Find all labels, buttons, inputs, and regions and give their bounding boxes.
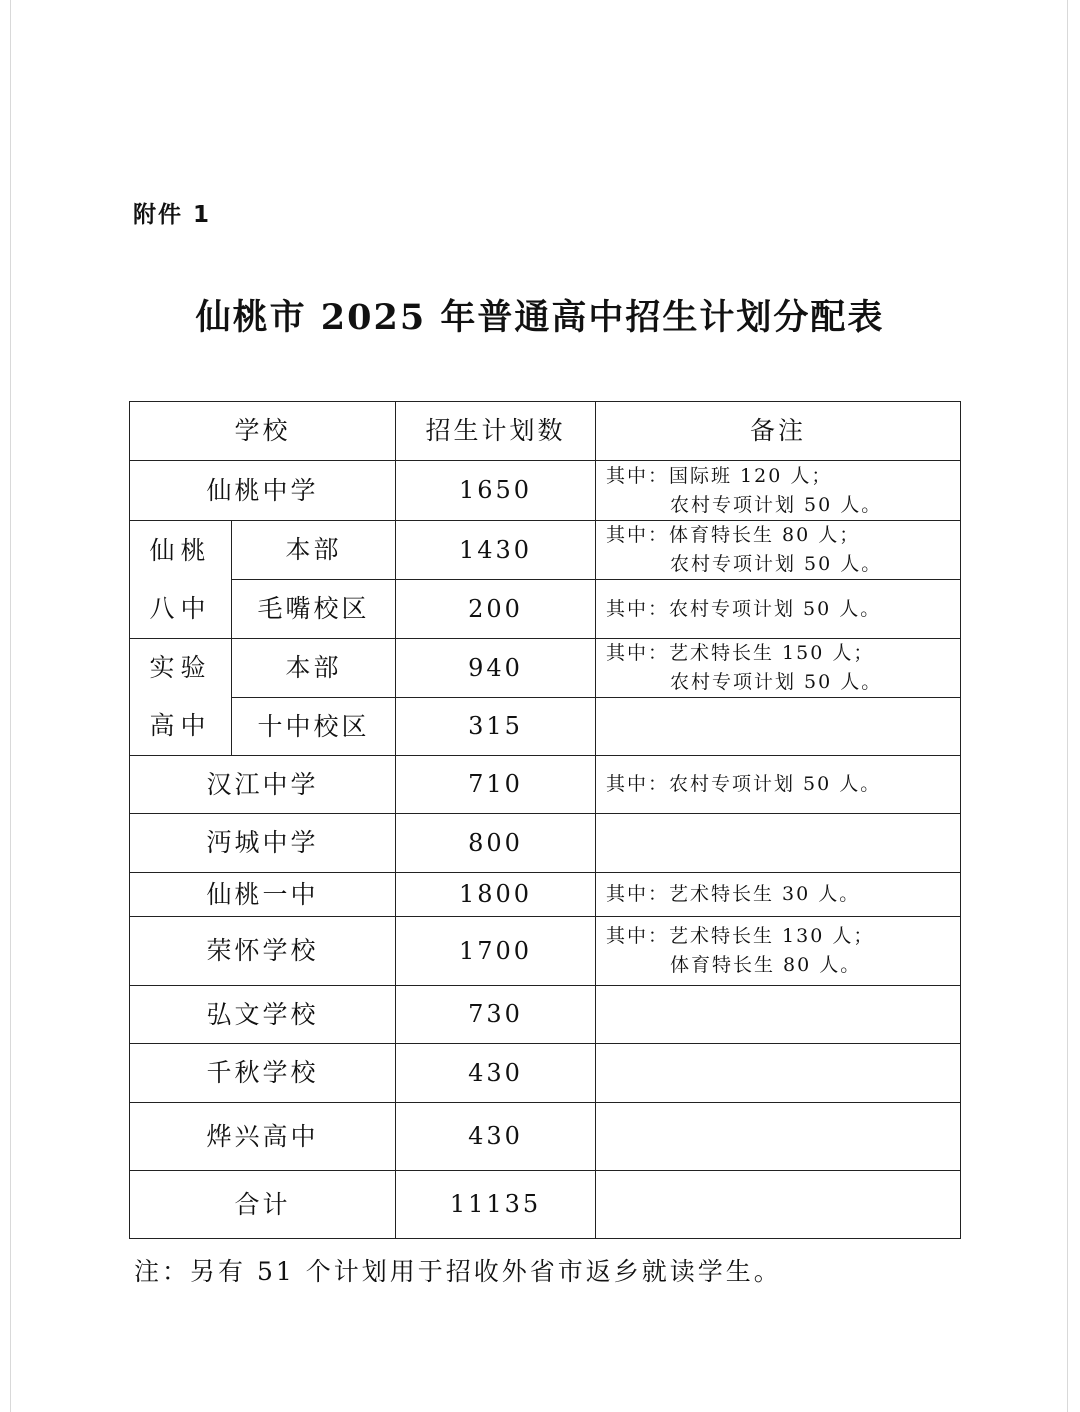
remark-line: 其中：艺术特长生 130 人； [606,925,875,947]
table-row [130,1103,961,1171]
plan-count: 430 [396,1103,596,1171]
header-school: 学校 [130,402,396,461]
header-plan: 招生计划数 [396,402,596,461]
table-row [130,1044,961,1103]
remark [596,521,961,580]
school-group [130,521,232,639]
enrollment-plan-table [129,401,961,1239]
remark [596,1103,961,1171]
table-row [130,698,961,756]
remark [596,814,961,873]
school-name: 烨兴高中 [130,1103,396,1171]
remark-line: 其中：国际班 120 人； [606,464,833,487]
plan-count: 1800 [396,873,596,917]
remark [596,917,961,986]
table-row [130,756,961,814]
remark-line: 其中：农村专项计划 50 人。 [606,773,882,795]
remark [596,639,961,698]
table-row [130,461,961,521]
table-row [130,580,961,639]
remark-line: 其中：体育特长生 80 人； [606,524,861,546]
header-remark: 备注 [596,402,961,461]
remark-line: 农村专项计划 50 人。 [670,493,883,516]
plan-count: 940 [396,639,596,698]
remark [596,1044,961,1103]
campus-name: 毛嘴校区 [232,580,396,639]
remark [596,986,961,1044]
document-title: 仙桃市 2025 年普通高中招生计划分配表 [195,297,885,338]
plan-count: 200 [396,580,596,639]
remark [596,580,961,639]
attachment-label: 附件 1 [133,202,212,228]
school-name: 沔城中学 [130,814,396,873]
total-label: 合计 [130,1171,396,1239]
school-group-top: 仙桃 [149,535,212,565]
remark-line: 其中：农村专项计划 50 人。 [606,597,882,620]
plan-count: 1650 [396,461,596,521]
remark-line: 体育特长生 80 人。 [670,954,862,976]
table-total-row [130,1171,961,1239]
campus-name: 本部 [232,639,396,698]
campus-name: 本部 [232,521,396,580]
plan-count: 730 [396,986,596,1044]
table-row [130,986,961,1044]
plan-count: 1430 [396,521,596,580]
school-name: 千秋学校 [130,1044,396,1103]
school-name: 弘文学校 [130,986,396,1044]
table-row [130,917,961,986]
remark [596,873,961,917]
remark [596,1171,961,1239]
remark-line: 农村专项计划 50 人。 [670,671,883,693]
campus-name: 十中校区 [232,698,396,756]
plan-count: 800 [396,814,596,873]
table-row [130,521,961,580]
footnote: 注：另有 51 个计划用于招收外省市返乡就读学生。 [134,1257,782,1286]
school-group-top: 实验 [149,653,212,682]
remark-line: 其中：艺术特长生 30 人。 [606,883,861,905]
table-row [130,814,961,873]
table-row [130,639,961,698]
school-group [130,639,232,756]
remark-line: 其中：艺术特长生 150 人； [606,642,875,664]
table-row [130,873,961,917]
plan-count: 430 [396,1044,596,1103]
remark-line: 农村专项计划 50 人。 [670,553,883,575]
plan-count: 1700 [396,917,596,986]
plan-count: 710 [396,756,596,814]
remark [596,461,961,521]
total-plan-count: 11135 [396,1171,596,1239]
school-group-bottom: 高中 [149,711,212,740]
school-name: 汉江中学 [130,756,396,814]
school-name: 荣怀学校 [130,917,396,986]
school-name: 仙桃中学 [130,461,396,521]
school-name: 仙桃一中 [130,873,396,917]
remark [596,698,961,756]
school-group-bottom: 八中 [149,593,212,623]
plan-count: 315 [396,698,596,756]
remark [596,756,961,814]
table-header-row [130,402,961,461]
